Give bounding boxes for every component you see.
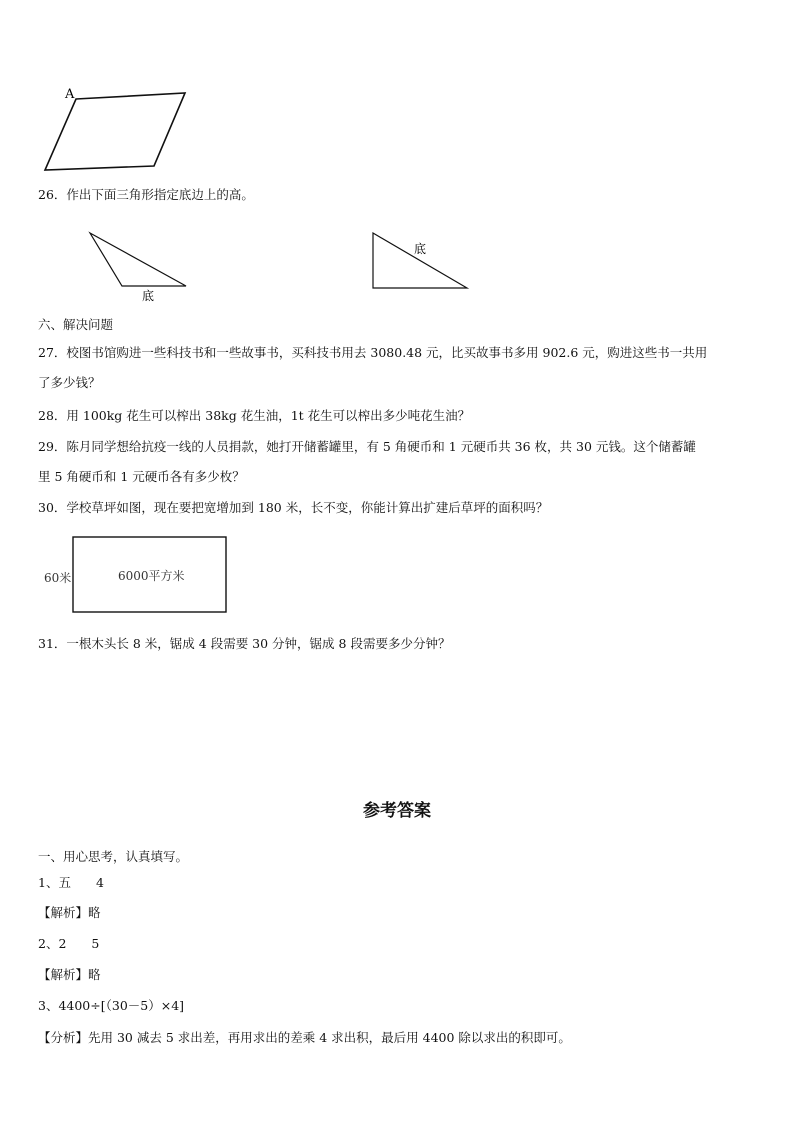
question-26: 26．作出下面三角形指定底边上的高。 — [38, 187, 254, 202]
question-27-line-2: 了多少钱？ — [38, 375, 101, 390]
question-30: 30．学校草坪如图，现在要把宽增加到 180 米，长不变，你能计算出扩建后草坪的面积吗？ — [38, 500, 549, 515]
triangle-2-figure — [368, 228, 478, 294]
answer-1: 1、五 4 — [38, 875, 104, 890]
vertex-label-a: A — [65, 87, 75, 102]
triangle-2-hypotenuse-label: 底 — [414, 242, 427, 256]
triangle-1-figure — [84, 228, 194, 306]
answer-3-analysis: 【分析】先用 30 减去 5 求出差，再用求出的差乘 4 求出积，最后用 4400 除以求出的积即可。 — [38, 1030, 571, 1045]
triangle-1-shape — [90, 233, 186, 286]
answers-section-1: 一、用心思考，认真填写。 — [38, 849, 189, 864]
question-31: 31．一根木头长 8 米，锯成 4 段需要 30 分钟，锯成 8 段需要多少分钟？ — [38, 636, 451, 651]
question-29-line-2: 里 5 角硬币和 1 元硬币各有多少枚？ — [38, 469, 245, 484]
question-28: 28．用 100kg 花生可以榨出 38kg 花生油，1t 花生可以榨出多少吨花生油？ — [38, 408, 471, 423]
answer-2: 2、2 5 — [38, 936, 100, 951]
question-29-line-1: 29．陈月同学想给抗疫一线的人员捐款，她打开储蓄罐里，有 5 角硬币和 1 元硬币共 36 枚，共 30 元钱。这个储蓄罐 — [38, 439, 696, 454]
question-27-line-1: 27．校图书馆购进一些科技书和一些故事书，买科技书用去 3080.48 元，比买故事书多用 902.6 元，购进这些书一共用 — [38, 345, 708, 360]
answer-1-analysis: 【解析】略 — [38, 905, 101, 920]
parallelogram-shape — [45, 93, 185, 170]
answer-3: 3、4400÷[（30－5）×4] — [38, 998, 185, 1013]
triangle-1-base-label: 底 — [142, 289, 155, 303]
answer-2-analysis: 【解析】略 — [38, 967, 101, 982]
answers-title: 参考答案 — [363, 801, 431, 821]
parallelogram-figure — [38, 82, 198, 176]
lawn-area-label: 6000平方米 — [118, 569, 185, 583]
lawn-figure — [38, 534, 234, 616]
lawn-side-label: 60米 — [44, 571, 72, 585]
section-6-heading: 六、解决问题 — [38, 317, 114, 332]
